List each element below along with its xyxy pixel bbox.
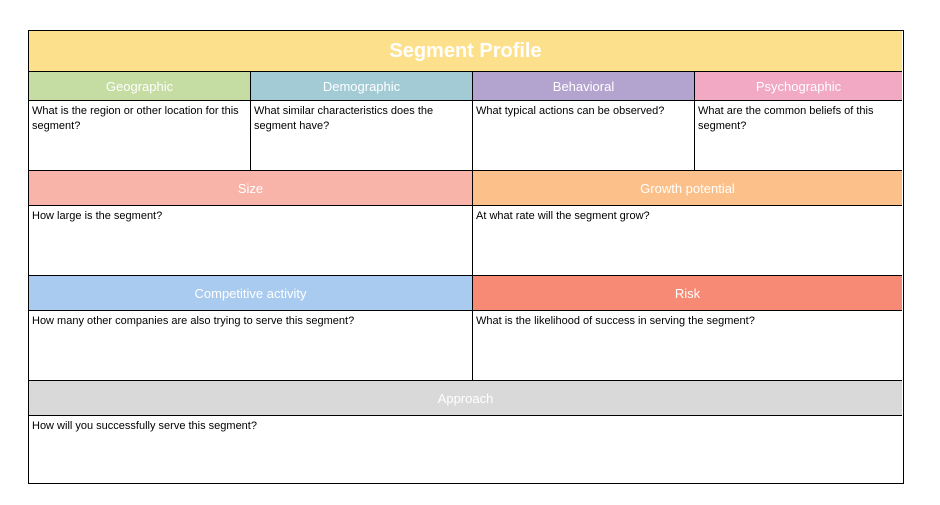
header-geographic: Geographic [29,71,250,100]
cell-behavioral[interactable]: What typical actions can be observed? [472,100,694,170]
header-competitive-activity: Competitive activity [29,275,472,310]
header-growth-potential: Growth potential [472,170,902,205]
header-psychographic: Psychographic [694,71,902,100]
cell-geographic[interactable]: What is the region or other location for this segment? [29,100,250,170]
header-risk: Risk [472,275,902,310]
header-demographic: Demographic [250,71,472,100]
cell-growth-potential[interactable]: At what rate will the segment grow? [472,205,902,275]
cell-size[interactable]: How large is the segment? [29,205,472,275]
segment-profile-table [28,30,904,484]
header-behavioral: Behavioral [472,71,694,100]
header-approach: Approach [29,380,902,415]
cell-competitive-activity[interactable]: How many other companies are also trying to serve this segment? [29,310,472,380]
cell-demographic[interactable]: What similar characteristics does the segment have? [250,100,472,170]
page-title: Segment Profile [29,31,902,71]
cell-approach[interactable]: How will you successfully serve this segment? [29,415,902,482]
cell-psychographic[interactable]: What are the common beliefs of this segment? [694,100,902,170]
header-size: Size [29,170,472,205]
cell-risk[interactable]: What is the likelihood of success in serving the segment? [472,310,902,380]
